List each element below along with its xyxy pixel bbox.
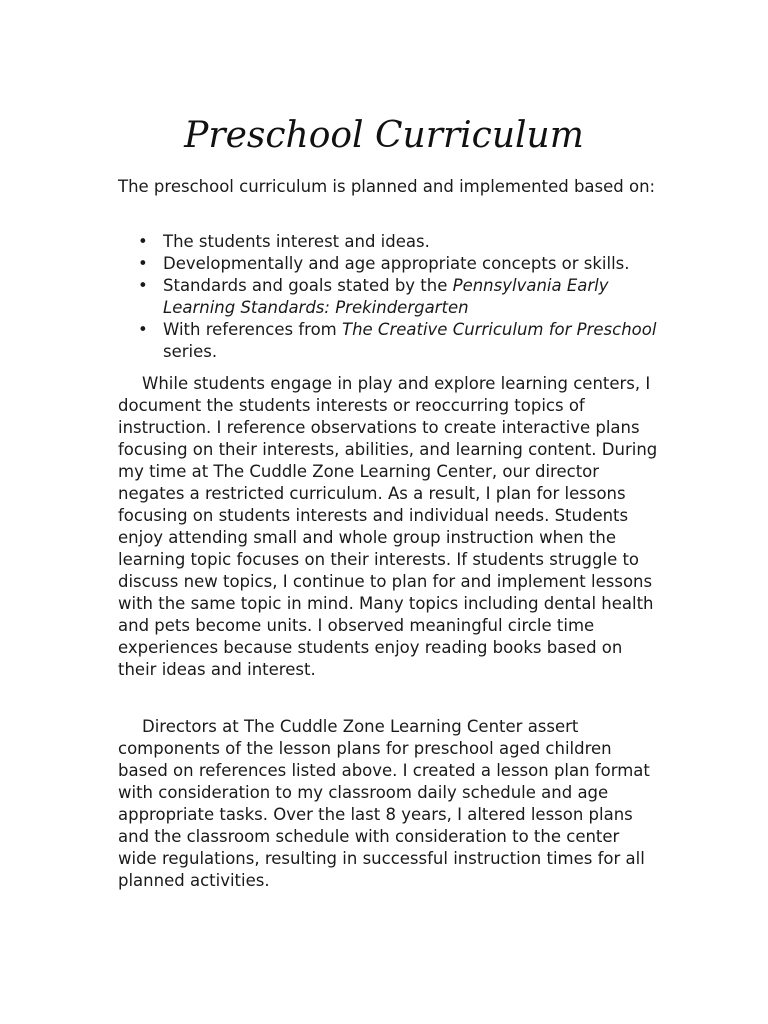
paragraph-lesson-plans: Directors at The Cuddle Zone Learning Center assert components of the lesson plans for preschool aged children based on references listed above. I created a lesson plan format with consideration to my classroom daily schedule and age appropriate tasks. Over the last 8 years, I altered lesson plans and the classroom schedule with consideration to the center wide regulations, resulting in successful instruction times for all planned activities.: [118, 717, 650, 890]
list-item-text: Developmentally and age appropriate concepts or skills.: [163, 254, 630, 273]
criteria-list: [118, 231, 658, 363]
paragraph-observation: While students engage in play and explore learning centers, I document the students interests or reoccurring topics of instruction. I reference observations to create interactive plans focusing on their interests, abilities, and learning content. During my time at The Cuddle Zone Learning Center, our director negates a restricted curriculum. As a result, I plan for lessons focusing on students interests and individual needs. Students enjoy attending small and whole group instruction when the learning topic focuses on their interests. If students struggle to discuss new topics, I continue to plan for and implement lessons with the same topic in mind. Many topics including dental health and pets become units. I observed meaningful circle time experiences because students enjoy reading books based on their ideas and interest.: [118, 374, 658, 679]
curriculum-title: The Creative Curriculum for Preschool: [341, 320, 657, 339]
list-item-text: With references from: [163, 320, 342, 339]
page-title: Preschool Curriculum: [184, 115, 584, 156]
list-item: [118, 319, 658, 363]
intro-text: The preschool curriculum is planned and implemented based on:: [118, 177, 656, 196]
list-item: [118, 231, 658, 253]
standards-title: Pennsylvania Early Learning Standards: Prekindergarten: [163, 276, 609, 317]
list-item: [118, 275, 658, 319]
list-item-text: The students interest and ideas.: [163, 232, 430, 251]
list-item-suffix: series.: [163, 342, 218, 361]
list-item: [118, 253, 658, 275]
list-item-text: Standards and goals stated by the: [163, 276, 453, 295]
